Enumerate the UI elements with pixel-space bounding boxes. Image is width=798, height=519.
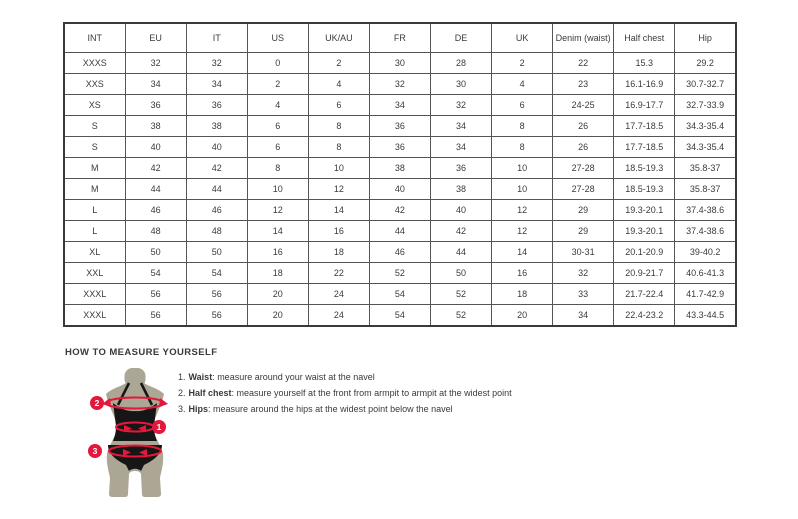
table-cell: 24 xyxy=(308,284,369,305)
table-cell: 38 xyxy=(125,116,186,137)
table-cell: 37.4-38.6 xyxy=(675,200,736,221)
table-cell: 29 xyxy=(553,221,614,242)
table-cell: 44 xyxy=(369,221,430,242)
table-cell: 14 xyxy=(308,200,369,221)
table-cell: 24-25 xyxy=(553,95,614,116)
column-header-half-chest: Half chest xyxy=(614,23,675,53)
step-label: Hips xyxy=(188,404,209,414)
table-cell: 15.3 xyxy=(614,53,675,74)
table-cell: XL xyxy=(64,242,125,263)
table-cell: XXXL xyxy=(64,284,125,305)
chest-marker-number: 2 xyxy=(94,398,100,408)
table-row xyxy=(64,263,736,284)
table-cell: 6 xyxy=(247,137,308,158)
column-header-de: DE xyxy=(430,23,491,53)
table-cell: 6 xyxy=(247,116,308,137)
column-header-fr: FR xyxy=(369,23,430,53)
table-cell: 34.3-35.4 xyxy=(675,137,736,158)
column-header-denim-waist: Denim (waist) xyxy=(553,23,614,53)
table-cell: XXXS xyxy=(64,53,125,74)
step-label: Half chest xyxy=(188,388,232,398)
table-cell: 14 xyxy=(492,242,553,263)
column-header-int: INT xyxy=(64,23,125,53)
table-cell: 8 xyxy=(308,137,369,158)
table-cell: 36 xyxy=(369,116,430,137)
table-cell: 54 xyxy=(186,263,247,284)
table-cell: 42 xyxy=(186,158,247,179)
size-conversion-table xyxy=(63,22,737,327)
table-cell: 18 xyxy=(308,242,369,263)
table-cell: S xyxy=(64,137,125,158)
table-cell: 46 xyxy=(186,200,247,221)
table-row xyxy=(64,305,736,327)
table-row xyxy=(64,53,736,74)
chest-arrowhead-right xyxy=(159,398,168,407)
table-cell: 30-31 xyxy=(553,242,614,263)
column-header-us: US xyxy=(247,23,308,53)
table-cell: 32 xyxy=(553,263,614,284)
table-cell: 18.5-19.3 xyxy=(614,179,675,200)
table-cell: 36 xyxy=(430,158,491,179)
table-cell: 50 xyxy=(430,263,491,284)
table-cell: 48 xyxy=(186,221,247,242)
table-cell: 23 xyxy=(553,74,614,95)
table-cell: 40 xyxy=(430,200,491,221)
table-cell: 39-40.2 xyxy=(675,242,736,263)
table-cell: 52 xyxy=(430,284,491,305)
table-cell: XXL xyxy=(64,263,125,284)
table-cell: M xyxy=(64,179,125,200)
table-cell: 44 xyxy=(125,179,186,200)
table-cell: 35.8-37 xyxy=(675,179,736,200)
table-cell: 48 xyxy=(125,221,186,242)
hips-marker-number: 3 xyxy=(92,446,98,456)
step-number: 1. xyxy=(178,372,186,382)
table-cell: 41.7-42.9 xyxy=(675,284,736,305)
table-cell: 8 xyxy=(308,116,369,137)
table-cell: 12 xyxy=(492,221,553,242)
table-cell: XS xyxy=(64,95,125,116)
measure-steps xyxy=(178,369,512,417)
table-cell: 22.4-23.2 xyxy=(614,305,675,327)
waist-marker-badge xyxy=(152,420,166,434)
table-cell: 46 xyxy=(125,200,186,221)
table-cell: 29.2 xyxy=(675,53,736,74)
table-cell: 38 xyxy=(430,179,491,200)
table-cell: L xyxy=(64,200,125,221)
table-row xyxy=(64,116,736,137)
step-text: : measure around the hips at the widest point below the navel xyxy=(208,404,453,414)
table-cell: 18 xyxy=(492,284,553,305)
table-cell: 46 xyxy=(369,242,430,263)
table-row xyxy=(64,95,736,116)
table-cell: 4 xyxy=(308,74,369,95)
table-cell: 54 xyxy=(125,263,186,284)
table-cell: 52 xyxy=(430,305,491,327)
table-cell: 21.7-22.4 xyxy=(614,284,675,305)
table-cell: 42 xyxy=(369,200,430,221)
table-cell: 20.9-21.7 xyxy=(614,263,675,284)
table-cell: 2 xyxy=(492,53,553,74)
table-cell: 52 xyxy=(369,263,430,284)
table-cell: 34 xyxy=(186,74,247,95)
table-cell: 40 xyxy=(125,137,186,158)
table-cell: XXXL xyxy=(64,305,125,327)
table-cell: 40.6-41.3 xyxy=(675,263,736,284)
table-cell: 8 xyxy=(492,116,553,137)
table-cell: 30 xyxy=(369,53,430,74)
table-cell: 2 xyxy=(308,53,369,74)
table-cell: 32.7-33.9 xyxy=(675,95,736,116)
table-cell: 35.8-37 xyxy=(675,158,736,179)
table-cell: 20 xyxy=(492,305,553,327)
step-number: 2. xyxy=(178,388,186,398)
table-row xyxy=(64,200,736,221)
table-cell: 0 xyxy=(247,53,308,74)
table-cell: 10 xyxy=(247,179,308,200)
size-table-head xyxy=(64,23,736,53)
table-cell: 18.5-19.3 xyxy=(614,158,675,179)
table-cell: 17.7-18.5 xyxy=(614,137,675,158)
table-row xyxy=(64,284,736,305)
table-row xyxy=(64,137,736,158)
table-cell: 4 xyxy=(247,95,308,116)
table-cell: 43.3-44.5 xyxy=(675,305,736,327)
table-cell: 6 xyxy=(492,95,553,116)
table-cell: 22 xyxy=(553,53,614,74)
table-cell: 40 xyxy=(186,137,247,158)
table-cell: 20.1-20.9 xyxy=(614,242,675,263)
table-cell: 19.3-20.1 xyxy=(614,200,675,221)
table-cell: 20 xyxy=(247,284,308,305)
table-cell: 16.1-16.9 xyxy=(614,74,675,95)
measure-section-title: HOW TO MEASURE YOURSELF xyxy=(65,347,218,358)
table-cell: 6 xyxy=(308,95,369,116)
table-cell: 10 xyxy=(492,179,553,200)
table-cell: 16 xyxy=(247,242,308,263)
table-cell: 30.7-32.7 xyxy=(675,74,736,95)
table-cell: S xyxy=(64,116,125,137)
measurement-figure xyxy=(76,366,191,506)
table-cell: 19.3-20.1 xyxy=(614,221,675,242)
table-cell: 42 xyxy=(430,221,491,242)
table-cell: 56 xyxy=(125,284,186,305)
table-cell: 54 xyxy=(369,284,430,305)
table-cell: 12 xyxy=(492,200,553,221)
table-cell: 17.7-18.5 xyxy=(614,116,675,137)
waist-marker-number: 1 xyxy=(156,422,162,432)
measure-step xyxy=(178,385,512,401)
table-cell: 34.3-35.4 xyxy=(675,116,736,137)
table-cell: L xyxy=(64,221,125,242)
table-cell: 10 xyxy=(492,158,553,179)
column-header-hip: Hip xyxy=(675,23,736,53)
table-cell: 14 xyxy=(247,221,308,242)
table-cell: 10 xyxy=(308,158,369,179)
table-cell: 12 xyxy=(308,179,369,200)
table-row xyxy=(64,179,736,200)
table-row xyxy=(64,74,736,95)
table-cell: 50 xyxy=(125,242,186,263)
size-table-header-row xyxy=(64,23,736,53)
table-cell: 2 xyxy=(247,74,308,95)
table-cell: 54 xyxy=(369,305,430,327)
table-cell: 8 xyxy=(492,137,553,158)
measure-step xyxy=(178,369,512,385)
table-cell: 36 xyxy=(125,95,186,116)
table-cell: 32 xyxy=(125,53,186,74)
table-row xyxy=(64,158,736,179)
table-cell: 37.4-38.6 xyxy=(675,221,736,242)
table-cell: 16 xyxy=(308,221,369,242)
table-cell: 27-28 xyxy=(553,158,614,179)
table-cell: 34 xyxy=(430,137,491,158)
table-cell: 34 xyxy=(430,116,491,137)
table-cell: 12 xyxy=(247,200,308,221)
table-cell: 36 xyxy=(186,95,247,116)
table-cell: 34 xyxy=(369,95,430,116)
table-cell: XXS xyxy=(64,74,125,95)
table-cell: 27-28 xyxy=(553,179,614,200)
table-cell: 32 xyxy=(369,74,430,95)
table-cell: 56 xyxy=(186,284,247,305)
column-header-eu: EU xyxy=(125,23,186,53)
table-cell: 22 xyxy=(308,263,369,284)
table-cell: 32 xyxy=(186,53,247,74)
table-cell: 30 xyxy=(430,74,491,95)
table-cell: 56 xyxy=(186,305,247,327)
hips-marker-badge xyxy=(88,444,102,458)
table-cell: 26 xyxy=(553,116,614,137)
table-cell: 16 xyxy=(492,263,553,284)
step-text: : measure yourself at the front from armpit to armpit at the widest point xyxy=(231,388,512,398)
table-cell: 34 xyxy=(553,305,614,327)
table-cell: 33 xyxy=(553,284,614,305)
table-cell: 26 xyxy=(553,137,614,158)
table-cell: 38 xyxy=(369,158,430,179)
step-number: 3. xyxy=(178,404,186,414)
size-table-body xyxy=(64,53,736,327)
table-cell: M xyxy=(64,158,125,179)
table-cell: 18 xyxy=(247,263,308,284)
table-cell: 38 xyxy=(186,116,247,137)
table-cell: 28 xyxy=(430,53,491,74)
table-row xyxy=(64,242,736,263)
table-cell: 40 xyxy=(369,179,430,200)
table-cell: 4 xyxy=(492,74,553,95)
table-cell: 44 xyxy=(430,242,491,263)
table-cell: 32 xyxy=(430,95,491,116)
table-cell: 56 xyxy=(125,305,186,327)
column-header-it: IT xyxy=(186,23,247,53)
table-cell: 34 xyxy=(125,74,186,95)
column-header-uk-au: UK/AU xyxy=(308,23,369,53)
table-cell: 20 xyxy=(247,305,308,327)
chest-marker-badge xyxy=(90,396,104,410)
step-text: : measure around your waist at the navel xyxy=(212,372,375,382)
table-cell: 36 xyxy=(369,137,430,158)
table-cell: 29 xyxy=(553,200,614,221)
table-cell: 44 xyxy=(186,179,247,200)
table-cell: 50 xyxy=(186,242,247,263)
table-row xyxy=(64,221,736,242)
measure-step xyxy=(178,401,512,417)
table-cell: 8 xyxy=(247,158,308,179)
step-label: Waist xyxy=(188,372,213,382)
column-header-uk: UK xyxy=(492,23,553,53)
table-cell: 16.9-17.7 xyxy=(614,95,675,116)
table-cell: 42 xyxy=(125,158,186,179)
table-cell: 24 xyxy=(308,305,369,327)
